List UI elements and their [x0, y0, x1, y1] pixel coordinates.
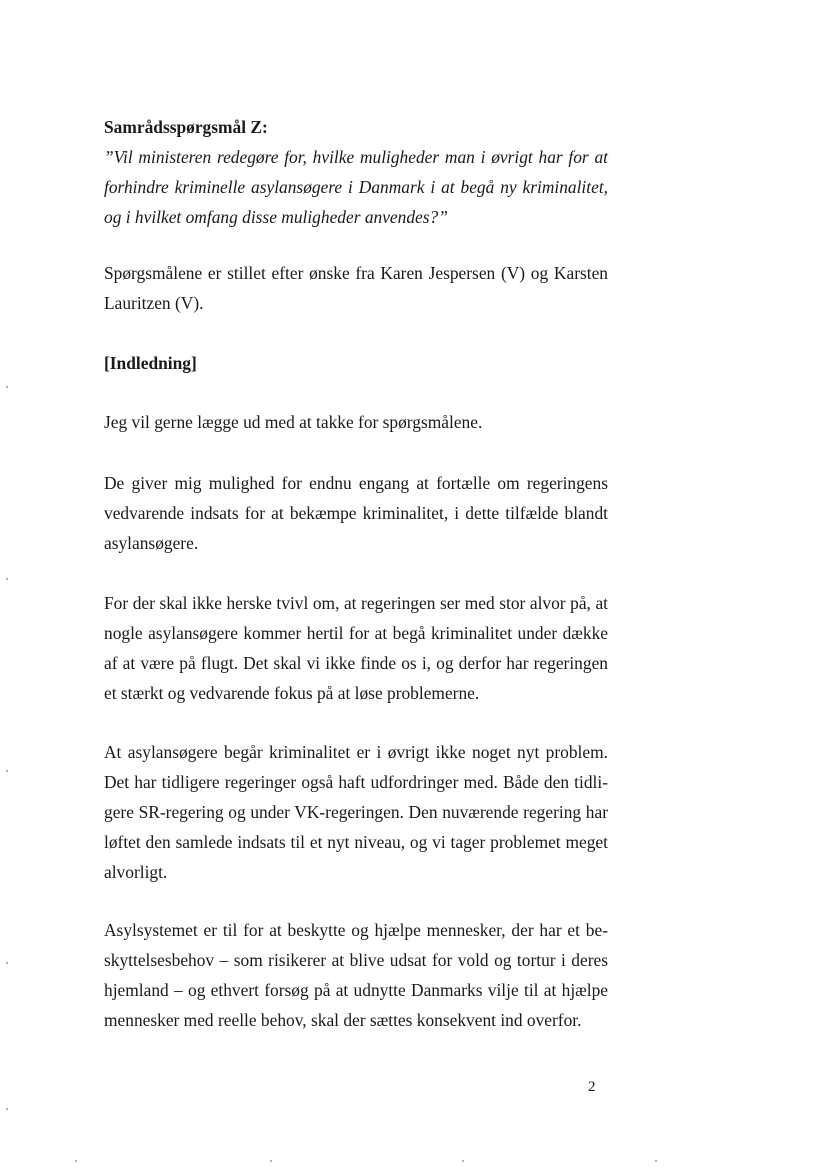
paragraph-line: løftet den samlede indsats til et nyt niveau, og vi tager problemet meget	[104, 832, 608, 852]
paragraph-line: De giver mig mulighed for endnu engang at fortælle om regeringens	[104, 473, 608, 493]
paragraph-line: gere SR-regering og under VK-regeringen. Den nuværende regering har	[104, 802, 608, 822]
section-heading-text: [Indledning]	[104, 353, 197, 373]
scan-speck	[270, 1160, 272, 1162]
scan-speck	[75, 1160, 77, 1162]
paragraph-line: asylansøgere.	[104, 533, 199, 553]
section-heading	[104, 348, 608, 378]
paragraph-line: Asylsystemet er til for at beskytte og hjælpe mennesker, der har et be-	[104, 920, 608, 940]
page-number: 2	[588, 1079, 596, 1095]
question-line: ”Vil ministeren redegøre for, hvilke muligheder man i øvrigt har for at	[104, 147, 608, 167]
paragraph-line: Jeg vil gerne lægge ud med at takke for spørgsmålene.	[104, 412, 483, 432]
scan-speck	[6, 770, 8, 772]
scan-speck	[462, 1160, 464, 1162]
paragraph	[104, 407, 608, 437]
paragraph-line: et stærkt og vedvarende fokus på at løse problemerne.	[104, 683, 480, 703]
scan-speck	[6, 962, 8, 964]
paragraph	[104, 915, 608, 1035]
question-block	[104, 112, 608, 232]
scan-speck	[6, 386, 8, 388]
paragraph	[104, 588, 608, 708]
paragraph-line: af at være på flugt. Det skal vi ikke finde os i, og derfor har regeringen	[104, 653, 608, 673]
requested-by-paragraph	[104, 258, 608, 318]
question-title: Samrådsspørgsmål Z:	[104, 117, 268, 137]
paragraph-line: vedvarende indsats for at bekæmpe kriminalitet, i dette tilfælde blandt	[104, 503, 608, 523]
scan-speck	[6, 578, 8, 580]
paragraph-line: alvorligt.	[104, 862, 168, 882]
paragraph	[104, 737, 608, 887]
paragraph-line: Spørgsmålene er stillet efter ønske fra Karen Jespersen (V) og Karsten	[104, 263, 608, 283]
question-line: forhindre kriminelle asylansøgere i Danmark i at begå ny kriminalitet,	[104, 177, 608, 197]
paragraph	[104, 468, 608, 558]
paragraph-line: Lauritzen (V).	[104, 293, 204, 313]
paragraph-line: Det har tidligere regeringer også haft udfordringer med. Både den tidli-	[104, 772, 608, 792]
paragraph-line: nogle asylansøgere kommer hertil for at begå kriminalitet under dække	[104, 623, 608, 643]
scan-speck	[6, 1108, 8, 1110]
paragraph-line: mennesker med reelle behov, skal der sættes konsekvent ind overfor.	[104, 1010, 582, 1030]
paragraph-line: For der skal ikke herske tvivl om, at regeringen ser med stor alvor på, at	[104, 593, 608, 613]
question-line: og i hvilket omfang disse muligheder anvendes?”	[104, 207, 448, 227]
scan-speck	[655, 1160, 657, 1162]
paragraph-line: hjemland – og ethvert forsøg på at udnytte Danmarks vilje til at hjælpe	[104, 980, 608, 1000]
paragraph-line: At asylansøgere begår kriminalitet er i øvrigt ikke noget nyt problem.	[104, 742, 608, 762]
paragraph-line: skyttelsesbehov – som risikerer at blive udsat for vold og tortur i deres	[104, 950, 608, 970]
